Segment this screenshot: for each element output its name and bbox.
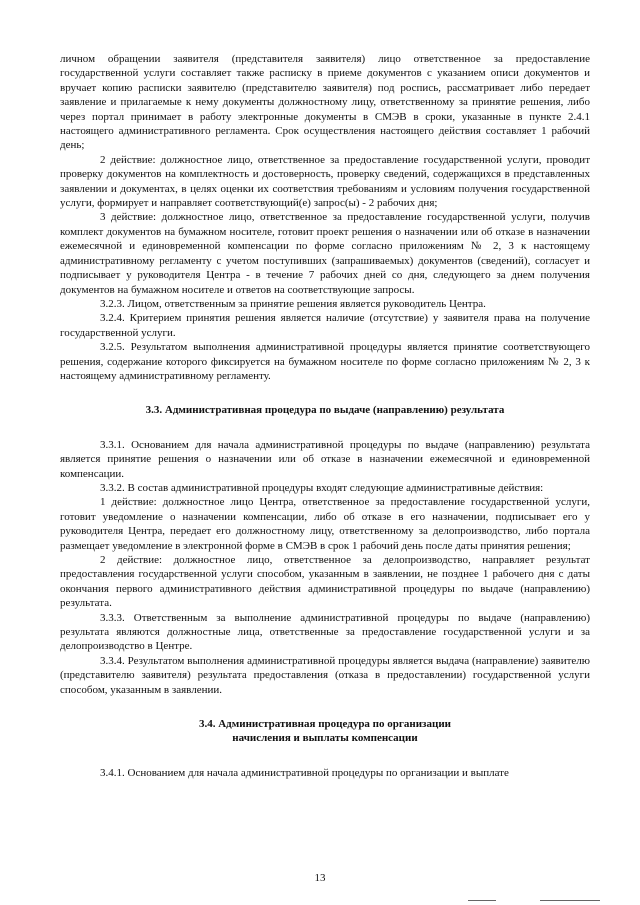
section-heading: 3.3. Административная процедура по выдаче (направлению) результата xyxy=(145,404,505,417)
scan-artifact xyxy=(540,900,600,901)
paragraph: 1 действие: должностное лицо Центра, ответственное за предоставление государственной услуги, готовит уведомление о назначении компенсации, либо об отказе в его назначении, подписывает его у руководителя Центра, передает его должностному лицу, ответственному за делопроизводство, либо портала размещает уведомление в электронной форме в СМЭВ в срок 1 рабочий день после даты принятия решения; xyxy=(60,496,590,552)
paragraph: 3.3.1. Основанием для начала административной процедуры по выдаче (направлению) результата является принятие решения о назначении или об отказе в назначении ежемесячной и единовременной компенсации. xyxy=(60,438,590,480)
paragraph: 2 действие: должностное лицо, ответственное за предоставление государственной услуги, проводит проверку документов на комплектность и достоверность, проверку сведений, содержащихся в представленных заявлении и документах, в целях оценки их соответствия требованиям и условиям получения государственной услуги, формирует и направляет соответствующий(е) запрос(ы) - 2 рабочих дня; xyxy=(60,153,590,210)
document-page xyxy=(60,52,590,780)
paragraph: 3 действие: должностное лицо, ответственное за предоставление государственной услуги, получив комплект документов на бумажном носителе, готовит проект решения о назначении или об отказе в назначении ежемесячной и единовременной компенсации по форме согласно приложениям № 2, 3 к настоящему административному регламенту с учетом поступивших (запрашиваемых) документов (сведений), согласует и подписывает у руководителя Центра - в течение 7 рабочих дней со дня, следующего за днем получения документов на бумажном носителе и ответов на соответствующие запросы. xyxy=(60,211,590,296)
paragraph: 3.3.3. Ответственным за выполнение административной процедуры по выдаче (направлению) результата являются должностные лица, ответственные за предоставление государственной услуги и за делопроизводство в Центре. xyxy=(60,611,590,653)
paragraph: 3.3.4. Результатом выполнения административной процедуры является выдача (направление) заявителю (представителю заявителя) результата предоставления (отказа в предоставлении) государственной услуги способом, указанным в заявлении. xyxy=(60,654,590,696)
paragraph: 3.3.2. В состав административной процедуры входят следующие административные действия: xyxy=(100,481,544,494)
paragraph: 2 действие: должностное лицо, ответственное за делопроизводство, направляет результат предоставления государственной услуги способом, указанным в заявлении, не позднее 1 рабочего дня с даты окончания первого административного действия административной процедуры по выдаче (направлению) результата. xyxy=(60,554,590,610)
paragraph: личном обращении заявителя (представителя заявителя) лицо ответственное за предоставление государственной услуги составляет также расписку в приеме документов с указанием описи документов и вручает копию расписки заявителю (представителю заявителя) под роспись, рассматривает либо передает заявление и прилагаемые к нему документы должностному лицу, ответственному за принятие решения, либо через портал принимает в работу электронные документы в СМЭВ в сроки, указанные в пункте 2.4.1 настоящего административного регламента. Срок осуществления настоящего действия составляет 1 рабочий день; xyxy=(60,53,590,152)
section-heading: начисления и выплаты компенсации xyxy=(232,732,418,745)
paragraph: 3.2.4. Критерием принятия решения является наличие (отсутствие) у заявителя права на получение государственной услуги. xyxy=(60,312,590,339)
paragraph: 3.2.3. Лицом, ответственным за принятие решения является руководитель Центра. xyxy=(100,297,486,310)
paragraph: 3.4.1. Основанием для начала административной процедуры по организации и выплате xyxy=(100,766,509,779)
scan-artifact xyxy=(468,900,496,901)
paragraph: 3.2.5. Результатом выполнения административной процедуры является принятие соответствующего решения, содержание которого фиксируется на бумажном носителе по форме согласно приложениям № 2, 3 к настоящему административному регламенту. xyxy=(60,341,590,382)
page-number: 13 xyxy=(314,872,326,884)
section-heading: 3.4. Административная процедура по организации xyxy=(198,718,451,731)
